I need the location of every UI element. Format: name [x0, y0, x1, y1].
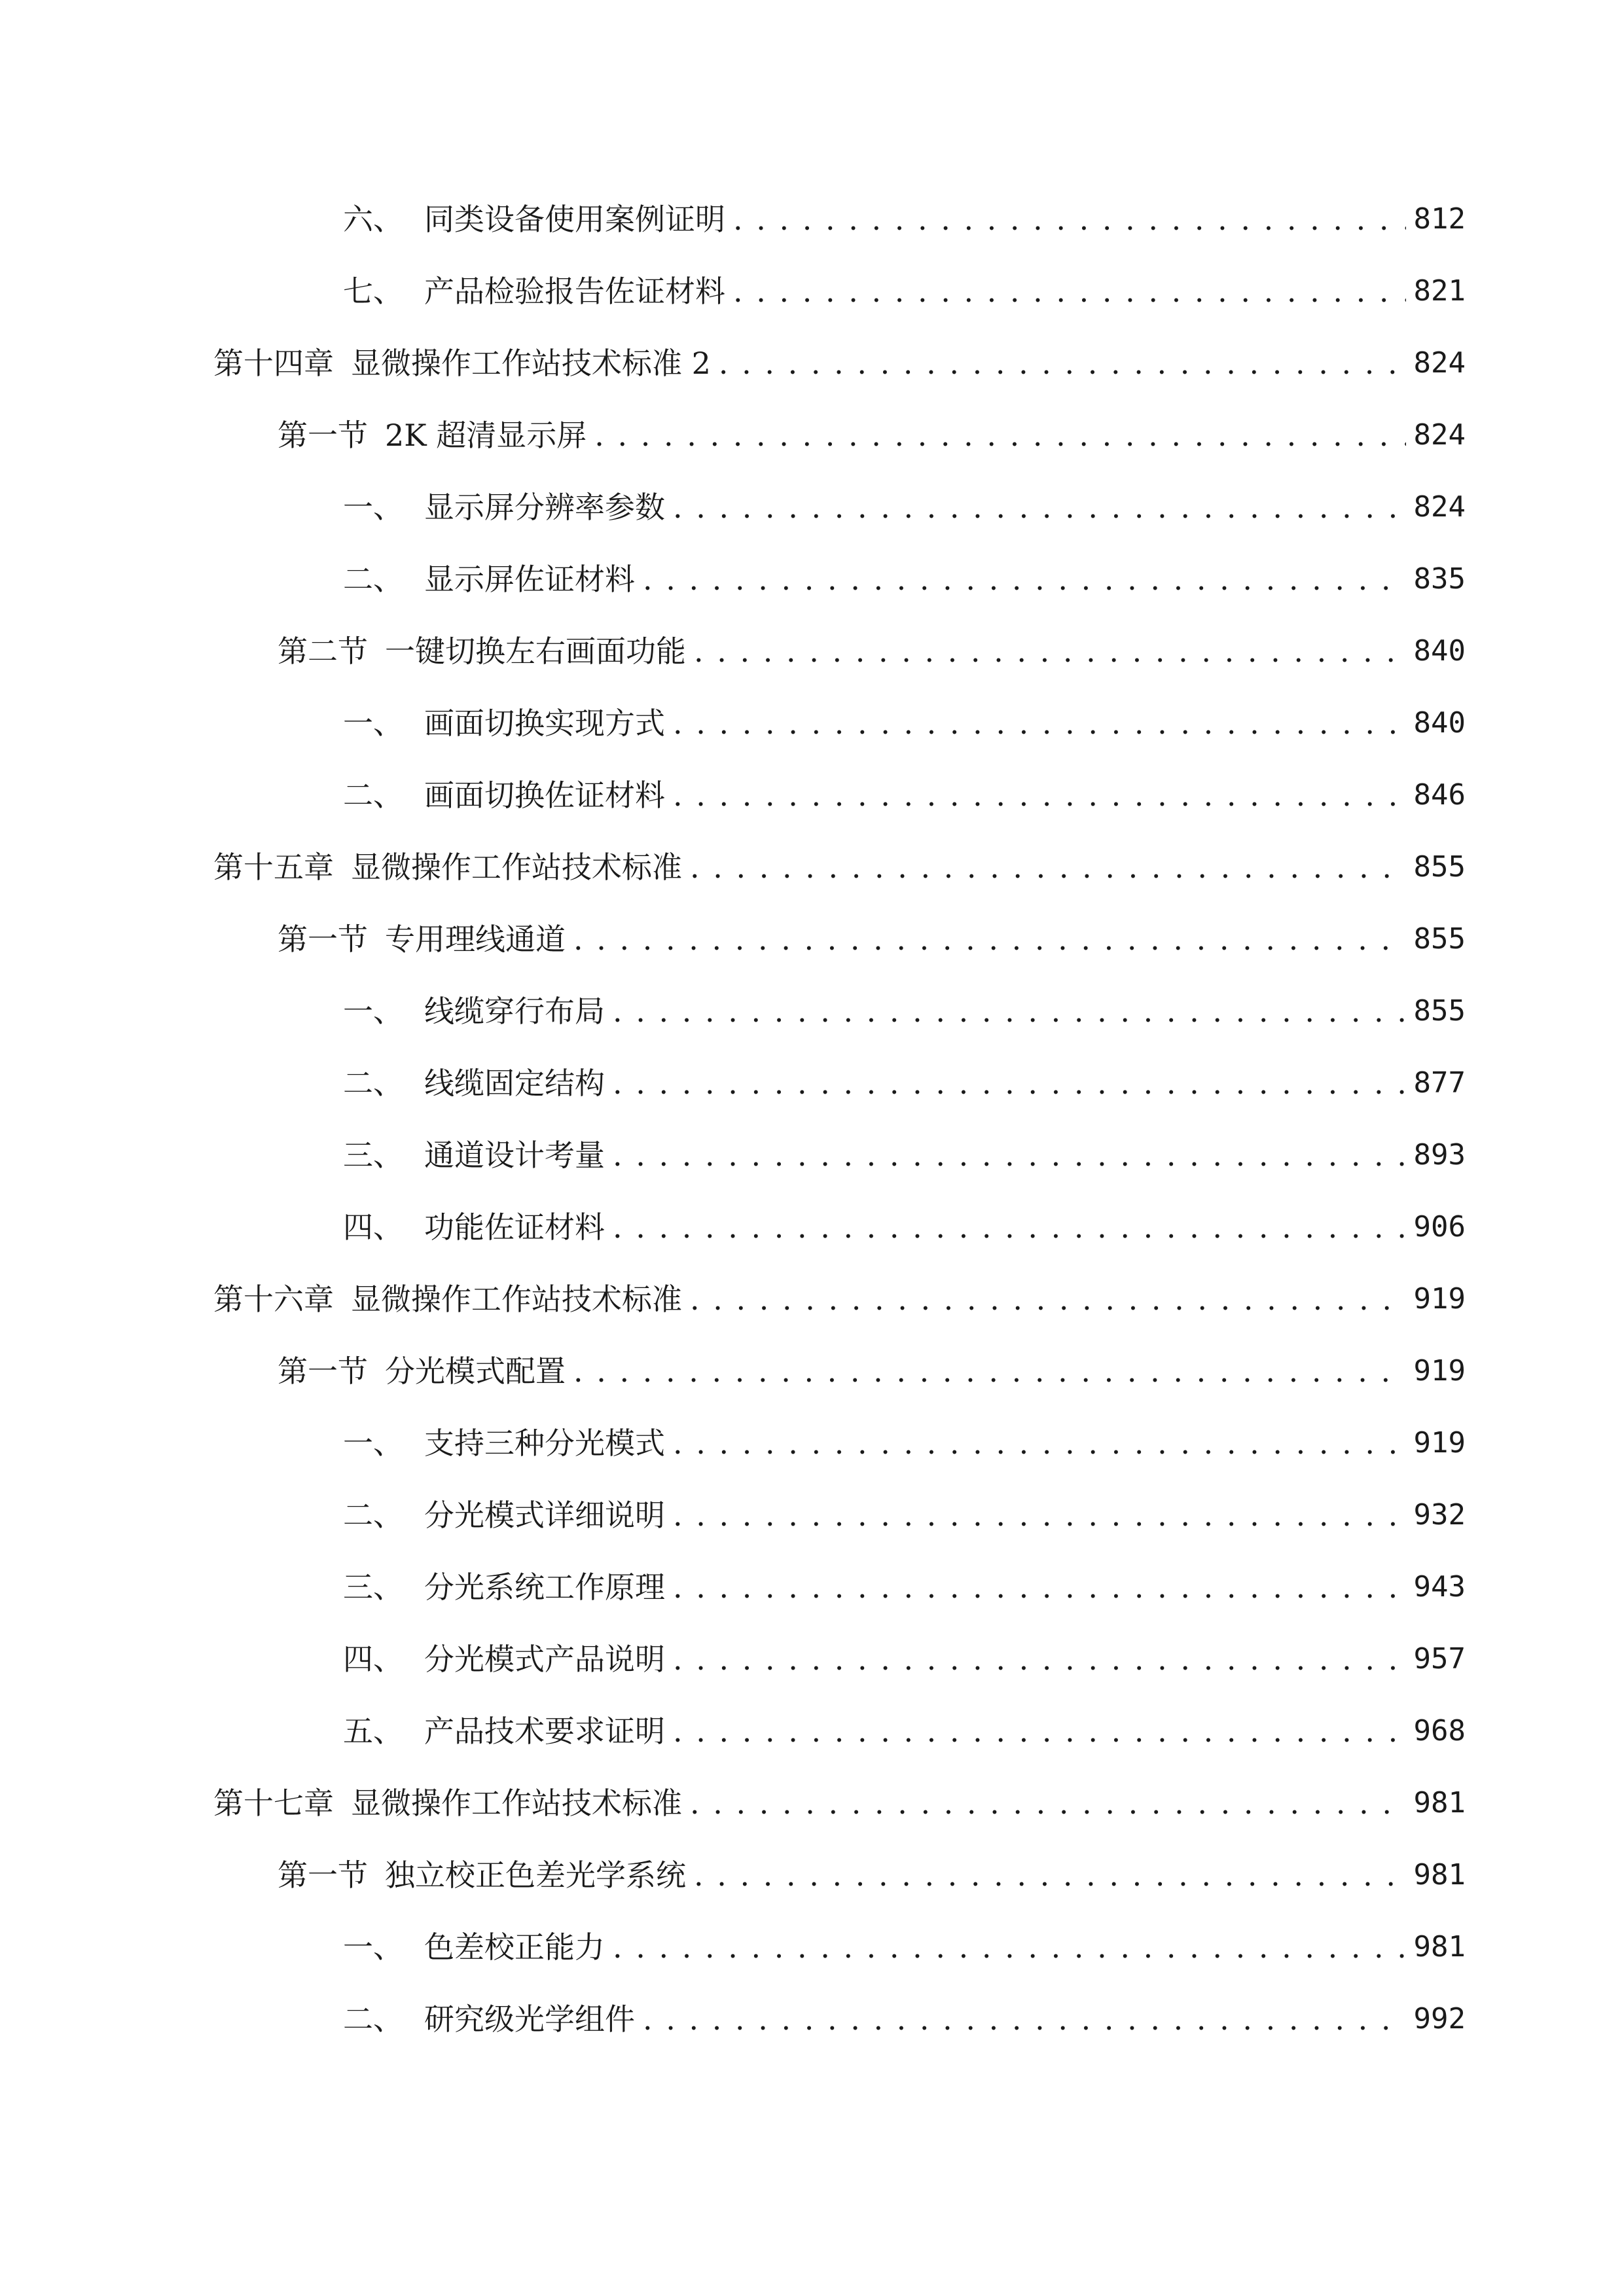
toc-entry-page-number: 855 [1413, 994, 1466, 1028]
toc-entry[interactable] [343, 1623, 1466, 1695]
toc-entry-title: 通道设计考量 [424, 1138, 605, 1173]
toc-entry-page-number: 824 [1413, 418, 1466, 452]
toc-entry[interactable] [278, 615, 1466, 687]
toc-entry-page-number: 943 [1413, 1570, 1466, 1604]
toc-entry-page-number: 981 [1413, 1786, 1466, 1820]
toc-entry-title: 分光系统工作原理 [424, 1570, 665, 1605]
dot-leader [673, 1569, 1406, 1605]
toc-entry-page-number: 840 [1413, 634, 1466, 668]
toc-entry-title: 专用理线通道 [385, 922, 566, 957]
toc-entry-page-number: 981 [1413, 1858, 1466, 1892]
toc-entry-number: 七、 [343, 274, 403, 309]
dot-leader [613, 1209, 1406, 1246]
toc-entry-title: 产品检验报告佐证材料 [424, 274, 725, 309]
toc-entry-title: 画面切换佐证材料 [424, 778, 665, 813]
toc-entry[interactable] [343, 543, 1466, 615]
toc-entry-page-number: 957 [1413, 1642, 1466, 1676]
dot-leader [594, 417, 1405, 454]
dot-leader [613, 993, 1406, 1030]
dot-leader [673, 1641, 1406, 1677]
toc-entry-title: 线缆穿行布局 [424, 994, 605, 1029]
toc-entry-page-number: 992 [1413, 2002, 1466, 2036]
toc-entry-number: 第十五章 [213, 850, 334, 885]
toc-entry[interactable] [278, 1839, 1466, 1911]
toc-entry-title: 线缆固定结构 [424, 1066, 605, 1101]
toc-entry-title: 同类设备使用案例证明 [424, 202, 725, 237]
toc-entry-title: 分光模式详细说明 [424, 1498, 665, 1533]
dot-leader [733, 273, 1406, 310]
dot-leader [690, 1281, 1406, 1318]
toc-entry[interactable] [343, 1191, 1466, 1263]
toc-entry-page-number: 981 [1413, 1930, 1466, 1964]
toc-entry-page-number: 919 [1413, 1426, 1466, 1460]
toc-entry-number: 二、 [343, 778, 403, 813]
toc-entry-number: 第二节 [278, 634, 368, 669]
toc-entry[interactable] [343, 1119, 1466, 1191]
dot-leader [613, 1929, 1406, 1965]
toc-entry-title: 功能佐证材料 [424, 1210, 605, 1245]
toc-entry[interactable] [343, 1911, 1466, 1983]
toc-entry[interactable] [343, 759, 1466, 831]
dot-leader [643, 2001, 1406, 2037]
dot-leader [673, 1713, 1406, 1749]
toc-entry-number: 第一节 [278, 1354, 368, 1389]
dot-leader [573, 1353, 1406, 1390]
toc-entry[interactable] [278, 903, 1466, 975]
toc-entry-title: 显示屏佐证材料 [424, 562, 635, 597]
toc-entry-number: 二、 [343, 1066, 403, 1101]
toc-entry-title: 2K 超清显示屏 [385, 418, 587, 453]
dot-leader [694, 633, 1406, 670]
toc-entry-page-number: 919 [1413, 1354, 1466, 1388]
dot-leader [690, 849, 1406, 886]
toc-entry-number: 六、 [343, 202, 403, 237]
toc-entry[interactable] [213, 327, 1466, 399]
toc-entry-number: 第十六章 [213, 1282, 334, 1317]
toc-entry-page-number: 906 [1413, 1210, 1466, 1244]
toc-entry[interactable] [213, 831, 1466, 903]
dot-leader [694, 1857, 1406, 1893]
toc-entry[interactable] [213, 1767, 1466, 1839]
toc-entry-number: 一、 [343, 706, 403, 741]
dot-leader [613, 1065, 1406, 1102]
toc-entry-number: 三、 [343, 1138, 403, 1173]
toc-entry-number: 第十七章 [213, 1785, 334, 1821]
toc-entry-page-number: 855 [1413, 922, 1466, 956]
toc-entry-title: 产品技术要求证明 [424, 1713, 665, 1749]
toc-entry-number: 第一节 [278, 1857, 368, 1893]
toc-entry-title: 分光模式配置 [385, 1354, 566, 1389]
toc-entry-number: 第一节 [278, 922, 368, 957]
toc-entry-number: 一、 [343, 1929, 403, 1965]
dot-leader [690, 1785, 1406, 1821]
toc-entry-number: 四、 [343, 1641, 403, 1677]
toc-entry[interactable] [343, 1479, 1466, 1551]
toc-entry[interactable] [343, 183, 1466, 255]
dot-leader [573, 921, 1406, 958]
toc-entry-page-number: 919 [1413, 1282, 1466, 1316]
dot-leader [673, 1497, 1406, 1534]
toc-entry-title: 显微操作工作站技术标准 [351, 1785, 682, 1821]
toc-entry[interactable] [343, 975, 1466, 1047]
toc-entry-number: 二、 [343, 1498, 403, 1533]
toc-entry[interactable] [213, 1263, 1466, 1335]
toc-entry-number: 二、 [343, 562, 403, 597]
toc-entry-number: 第一节 [278, 418, 368, 453]
toc-entry-page-number: 835 [1413, 562, 1466, 596]
dot-leader [673, 489, 1406, 526]
toc-entry-page-number: 846 [1413, 778, 1466, 812]
toc-entry-page-number: 812 [1413, 202, 1466, 236]
toc-entry[interactable] [343, 471, 1466, 543]
toc-entry-number: 三、 [343, 1570, 403, 1605]
toc-entry-title: 一键切换左右画面功能 [385, 634, 686, 669]
toc-entry[interactable] [343, 1407, 1466, 1479]
toc-entry-title: 显微操作工作站技术标准 [351, 1282, 682, 1317]
toc-entry[interactable] [278, 1335, 1466, 1407]
toc-entry-title: 研究级光学组件 [424, 2001, 635, 2037]
toc-entry-page-number: 855 [1413, 850, 1466, 884]
toc-entry[interactable] [343, 687, 1466, 759]
toc-entry-number: 一、 [343, 994, 403, 1029]
toc-entry-number: 二、 [343, 2001, 403, 2037]
toc-entry-title: 分光模式产品说明 [424, 1641, 665, 1677]
dot-leader [719, 345, 1406, 382]
toc-entry-page-number: 932 [1413, 1498, 1466, 1532]
toc-entry-title: 显示屏分辨率参数 [424, 490, 665, 525]
toc-entry[interactable] [278, 399, 1466, 471]
toc-entry-page-number: 877 [1413, 1066, 1466, 1100]
toc-entry-title: 独立校正色差光学系统 [385, 1857, 686, 1893]
toc-entry-page-number: 968 [1413, 1714, 1466, 1748]
toc-entry-page-number: 821 [1413, 274, 1466, 308]
dot-leader [613, 1137, 1406, 1174]
toc-entry-title: 显微操作工作站技术标准 [351, 850, 682, 885]
toc-entry[interactable] [343, 255, 1466, 327]
toc-entry[interactable] [343, 1551, 1466, 1623]
toc-entry[interactable] [343, 1695, 1466, 1767]
dot-leader [673, 705, 1406, 742]
toc-entry-number: 四、 [343, 1210, 403, 1245]
dot-leader [643, 561, 1406, 598]
dot-leader [733, 201, 1406, 238]
toc-entry-title: 支持三种分光模式 [424, 1426, 665, 1461]
dot-leader [673, 1425, 1406, 1462]
toc-entry-title: 显微操作工作站技术标准 2 [351, 346, 711, 381]
toc-entry-number: 一、 [343, 490, 403, 525]
toc-entry-number: 一、 [343, 1426, 403, 1461]
toc-entry-number: 五、 [343, 1713, 403, 1749]
toc-entry-page-number: 824 [1413, 346, 1466, 380]
toc-entry-title: 色差校正能力 [424, 1929, 605, 1965]
toc-entry[interactable] [343, 1983, 1466, 2055]
toc-entry-page-number: 840 [1413, 706, 1466, 740]
toc-entry-number: 第十四章 [213, 346, 334, 381]
toc-entry[interactable] [343, 1047, 1466, 1119]
dot-leader [673, 777, 1406, 814]
toc-entry-title: 画面切换实现方式 [424, 706, 665, 741]
toc-entry-page-number: 893 [1413, 1138, 1466, 1172]
toc-entry-page-number: 824 [1413, 490, 1466, 524]
